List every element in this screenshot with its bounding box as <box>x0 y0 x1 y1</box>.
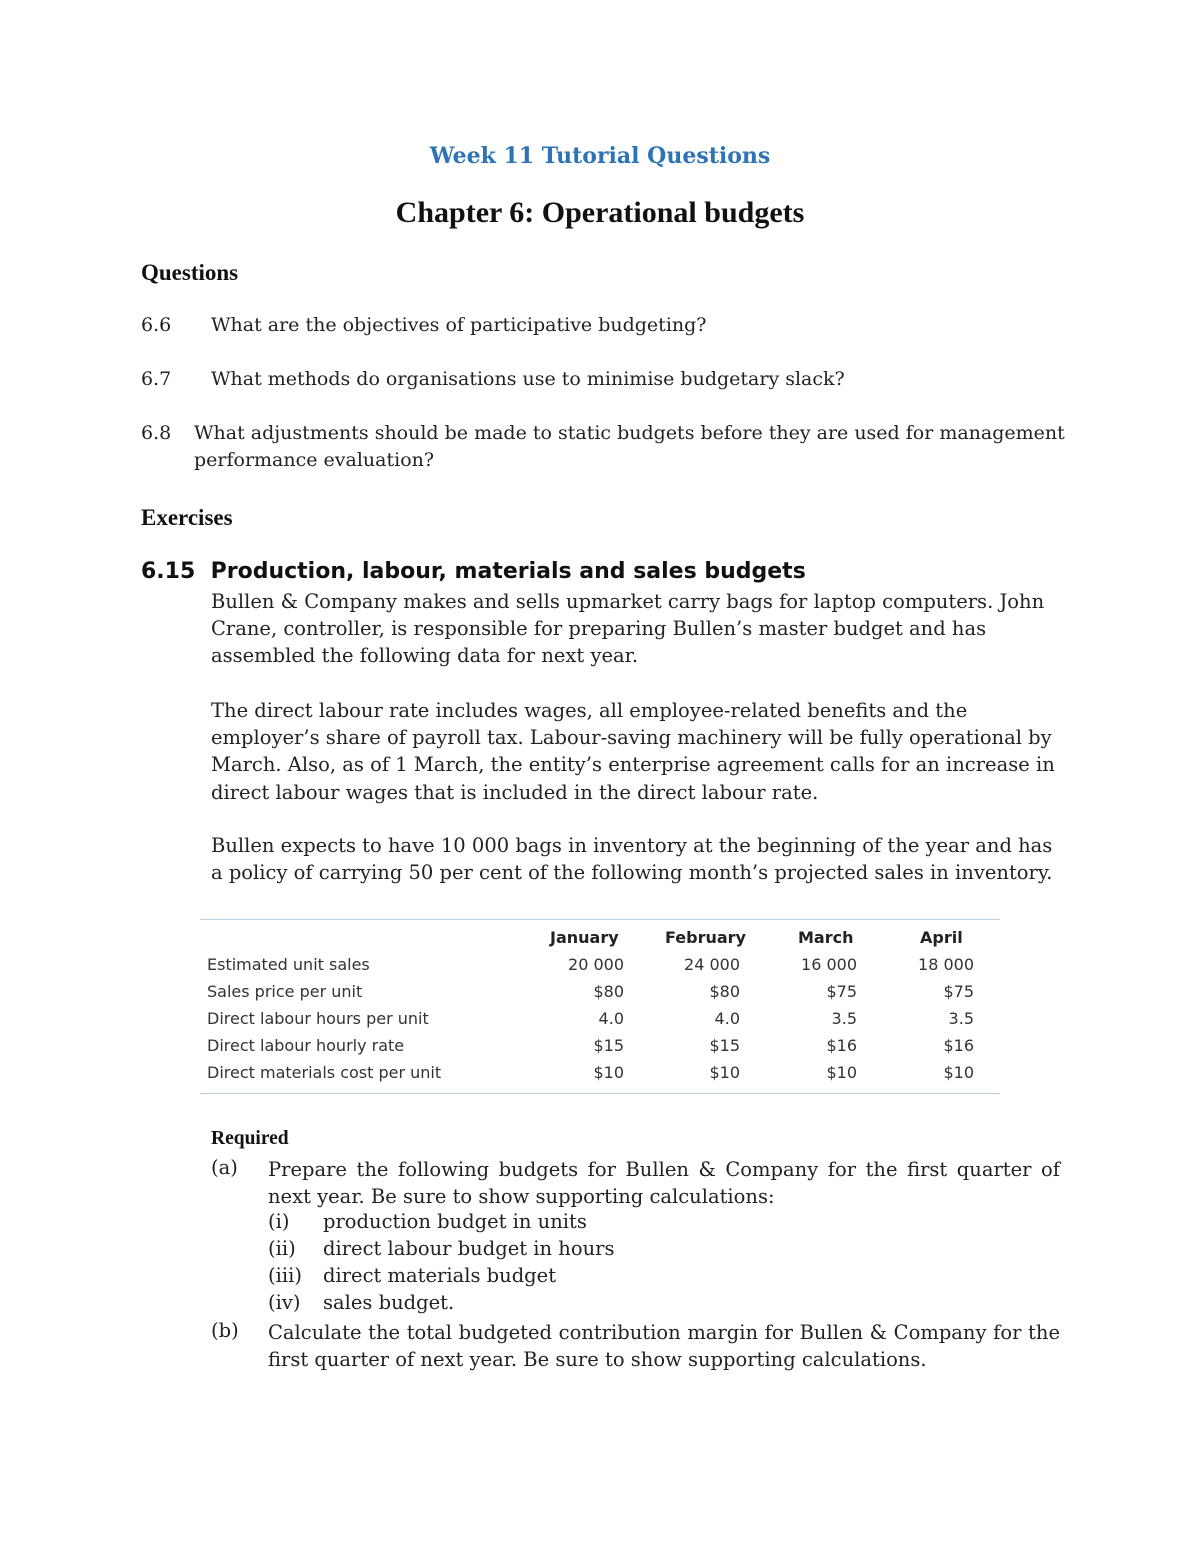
part-label: (a) <box>211 1156 238 1179</box>
table-cell: $75 <box>943 982 974 1001</box>
table-cell: $10 <box>593 1063 624 1082</box>
table-cell: 18 000 <box>918 955 974 974</box>
table-cell: $75 <box>826 982 857 1001</box>
chapter-title: Chapter 6: Operational budgets <box>395 196 805 229</box>
table-cell: 4.0 <box>714 1009 740 1028</box>
questions-heading: Questions <box>141 260 239 285</box>
part-label: (b) <box>211 1319 239 1342</box>
table-cell: 3.5 <box>831 1009 857 1028</box>
table-cell: 16 000 <box>801 955 857 974</box>
sub-item-label: (iv) <box>268 1291 301 1314</box>
table-cell: 20 000 <box>568 955 624 974</box>
table-cell: $15 <box>709 1036 740 1055</box>
sub-item-text: direct materials budget <box>323 1264 557 1287</box>
exercises-heading: Exercises <box>141 505 233 530</box>
row-label: Direct materials cost per unit <box>207 1063 442 1082</box>
part-b-text: Calculate the total budgeted contribution margin for Bullen & Company for the first quarter of next year. Be sure to show supporting calculations. <box>268 1321 1060 1372</box>
sub-item-label: (iii) <box>268 1264 302 1287</box>
exercise-number: 6.15 <box>141 559 196 584</box>
table-cell: $80 <box>709 982 740 1001</box>
exercise-paragraph: The direct labour rate includes wages, all employee-related benefits and the employer’s share of payroll tax. Labour-saving machinery will be fully operational by March. Also, as of 1 March, the entity’s enterprise agreement calls for an increase in direct labour wages that is included in the direct labour rate. <box>211 699 1055 804</box>
data-table <box>200 919 1000 1094</box>
table-cell: 3.5 <box>948 1009 974 1028</box>
table-cell: $10 <box>709 1063 740 1082</box>
required-heading: Required <box>211 1128 289 1149</box>
column-header: April <box>920 928 963 947</box>
table-cell: $10 <box>826 1063 857 1082</box>
question-text: What are the objectives of participative budgeting? <box>211 314 707 336</box>
table-cell: $16 <box>943 1036 974 1055</box>
row-label: Direct labour hourly rate <box>207 1036 405 1055</box>
sub-item-text: sales budget. <box>323 1291 455 1314</box>
exercise-paragraph: Bullen & Company makes and sells upmarket carry bags for laptop computers. John Crane, controller, is responsible for preparing Bullen’s master budget and has assembled the following data for next year. <box>211 590 1045 668</box>
table-cell: $80 <box>593 982 624 1001</box>
row-label: Direct labour hours per unit <box>207 1009 429 1028</box>
table-cell: $10 <box>943 1063 974 1082</box>
table-cell: 4.0 <box>598 1009 624 1028</box>
table-cell: 24 000 <box>684 955 740 974</box>
sub-item-label: (ii) <box>268 1237 296 1260</box>
column-header: February <box>665 928 746 947</box>
exercise-name: Production, labour, materials and sales budgets <box>210 559 806 584</box>
column-header: March <box>798 928 854 947</box>
part-a-text: Prepare the following budgets for Bullen & Company for the first quarter of next year. Be sure to show supporting calculations: <box>268 1158 1060 1209</box>
sub-item-text: direct labour budget in hours <box>323 1237 615 1260</box>
exercise-title <box>141 559 806 584</box>
week-title: Week 11 Tutorial Questions <box>429 143 771 169</box>
row-label: Sales price per unit <box>207 982 363 1001</box>
question-number: 6.8 <box>141 422 172 444</box>
question-text: What methods do organisations use to minimise budgetary slack? <box>211 368 845 390</box>
table-cell: $15 <box>593 1036 624 1055</box>
sub-item-text: production budget in units <box>323 1210 587 1233</box>
exercise-paragraph: Bullen expects to have 10 000 bags in inventory at the beginning of the year and has a policy of carrying 50 per cent of the following month’s projected sales in inventory. <box>211 834 1053 885</box>
sub-item-label: (i) <box>268 1210 290 1233</box>
table-cell: $16 <box>826 1036 857 1055</box>
question-number: 6.7 <box>141 368 172 390</box>
question-text: What adjustments should be made to static budgets before they are used for management performance evaluation? <box>194 422 1065 471</box>
column-header: January <box>550 928 619 947</box>
row-label: Estimated unit sales <box>207 955 370 974</box>
question-number: 6.6 <box>141 314 172 336</box>
